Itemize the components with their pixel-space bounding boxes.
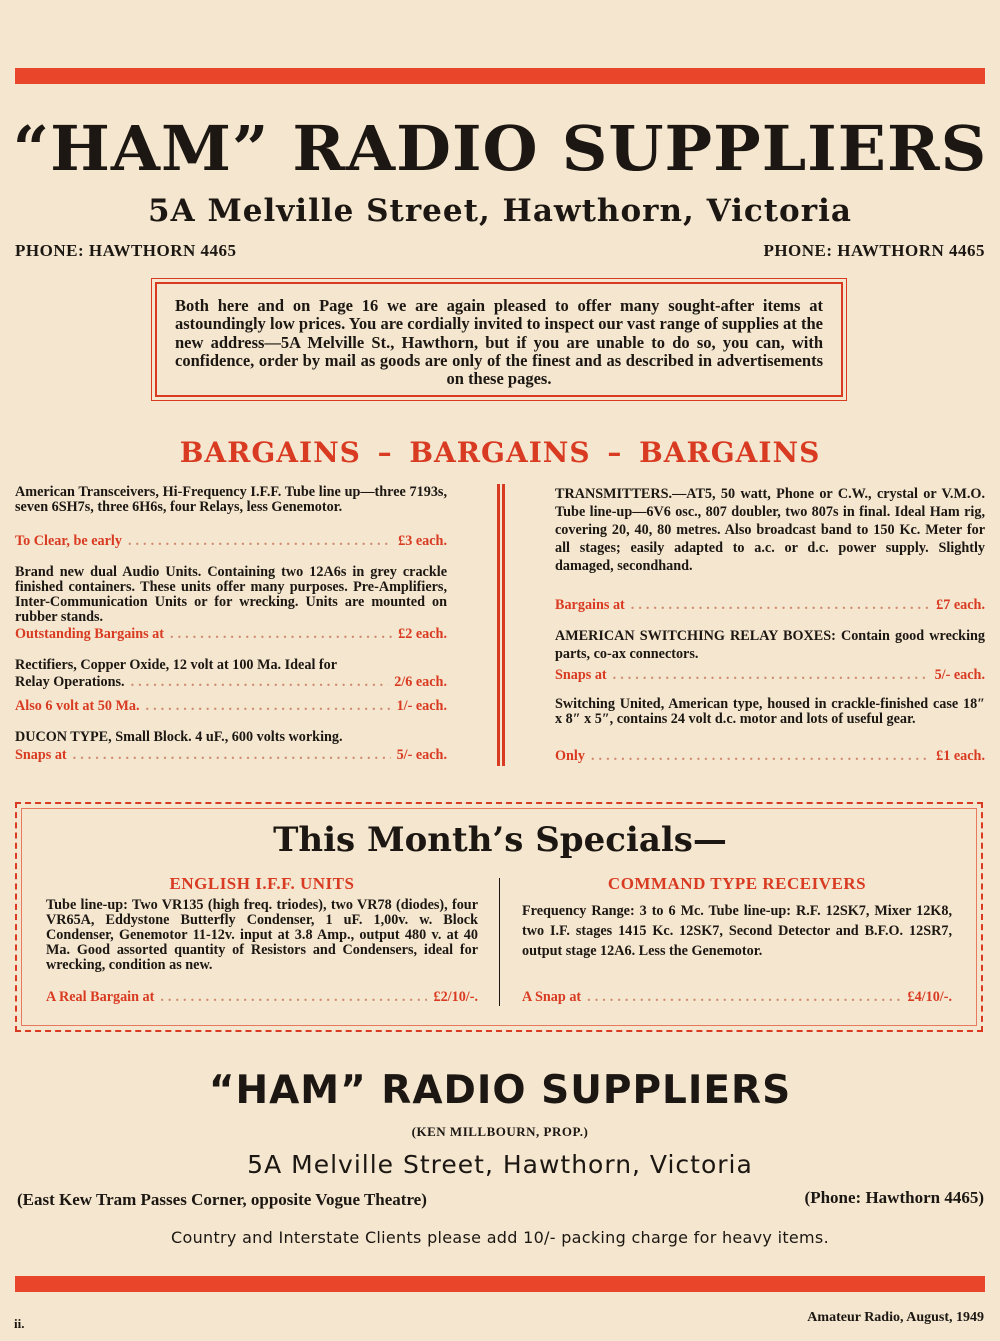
item-transmitters: TRANSMITTERS.—AT5, 50 watt, Phone or C.W., crystal or V.M.O. Tube line-up—6V6 osc., 807 doubler, two 807s in final. Ideal Ham rig, covering 20, 40, 80 metres. Also broadcast band to 150 Kc. Meter for all stages; easily adapted to a.c. or d.c. power supply. Slightly damaged, secondhand. bbox=[555, 486, 985, 574]
leader-dots bbox=[613, 667, 929, 684]
footer-title: “HAM” RADIO SUPPLIERS bbox=[208, 1068, 792, 1113]
top-red-rule bbox=[15, 68, 985, 84]
leader-dots bbox=[631, 597, 930, 614]
price-line bbox=[555, 597, 985, 614]
price-label: Only bbox=[555, 748, 585, 764]
leader-dots bbox=[170, 626, 392, 643]
price-label: A Snap at bbox=[522, 989, 582, 1005]
price-line bbox=[46, 989, 478, 1006]
price-line bbox=[522, 989, 952, 1006]
price-label: Snaps at bbox=[15, 747, 67, 763]
specials-left-text: Tube line-up: Two VR135 (high freq. triodes), two VR78 (diodes), four VR65A, Eddystone Butterfly Condenser, 1 uF. 1,00v. w. Block Condenser, Genemotor 11-12v. input at 3.8 Amp., output 480 v. at 40 Ma. Good assorted quantity of Resistors and Condensers, ideal for wrecking, condition as new. bbox=[46, 897, 478, 973]
intro-text: Both here and on Page 16 we are again pleased to offer many sought-after items at astoundingly low prices. You are cordially invited to inspect our vast range of supplies at the new address—5A Melville St., Hawthorn, but if you are unable to do so, you can, with confidence, order by mail as goods are only of the finest and as described in advertisements on these pages. bbox=[175, 296, 823, 389]
price-value: £2 each. bbox=[398, 626, 447, 642]
item-transceivers: American Transceivers, Hi-Frequency I.F.F. Tube line up—three 7193s, seven 6SH7s, three 6H6s, four Relays, less Genemotor. bbox=[15, 484, 447, 515]
specials-title: This Month’s Specials— bbox=[273, 820, 727, 860]
price-line bbox=[555, 667, 985, 684]
price-line bbox=[15, 674, 447, 691]
price-label: Bargains at bbox=[555, 597, 625, 613]
column-divider bbox=[497, 484, 500, 766]
price-value: £3 each. bbox=[398, 533, 447, 549]
price-label: Snaps at bbox=[555, 667, 607, 683]
leader-dots bbox=[128, 533, 392, 550]
price-label: Outstanding Bargains at bbox=[15, 626, 165, 642]
item-rectifiers: Rectifiers, Copper Oxide, 12 volt at 100 Ma. Ideal for bbox=[15, 657, 338, 673]
price-label: A Real Bargain at bbox=[46, 989, 155, 1005]
footer-phone: (Phone: Hawthorn 4465) bbox=[804, 1188, 984, 1207]
price-value: 5/- each. bbox=[934, 667, 985, 683]
specials-divider bbox=[499, 878, 500, 1006]
column-divider bbox=[502, 484, 505, 766]
price-label: Relay Operations. bbox=[15, 674, 125, 690]
price-value: £1 each. bbox=[936, 748, 985, 764]
price-value: £2/10/-. bbox=[433, 989, 478, 1005]
item-audio-units: Brand new dual Audio Units. Containing two 12A6s in grey crackle finished containers. These units offer many purposes. Pre-Amplifiers, Inter-Communication Units or for wrecking. Units are mounted on rubber stands. bbox=[15, 564, 447, 625]
price-value: 2/6 each. bbox=[394, 674, 447, 690]
phone-right: PHONE: HAWTHORN 4465 bbox=[763, 241, 985, 260]
price-line bbox=[15, 747, 447, 764]
specials-right-heading: COMMAND TYPE RECEIVERS bbox=[607, 874, 867, 893]
page-title: “HAM” RADIO SUPPLIERS bbox=[12, 112, 988, 185]
leader-dots bbox=[131, 674, 389, 691]
journal-line: Amateur Radio, August, 1949 bbox=[807, 1310, 984, 1325]
page-number: ii. bbox=[14, 1316, 25, 1331]
price-line bbox=[15, 626, 447, 643]
price-label: Also 6 volt at 50 Ma. bbox=[15, 698, 140, 714]
price-line bbox=[555, 748, 985, 765]
price-value: £4/10/-. bbox=[907, 989, 952, 1005]
price-label: To Clear, be early bbox=[15, 533, 122, 549]
price-value: £7 each. bbox=[936, 597, 985, 613]
footer-address: 5A Melville Street, Hawthorn, Victoria bbox=[247, 1150, 753, 1179]
phone-left: PHONE: HAWTHORN 4465 bbox=[15, 241, 237, 260]
specials-right-text: Frequency Range: 3 to 6 Mc. Tube line-up: R.F. 12SK7, Mixer 12K8, two I.F. stages 1415 Kc. 12SK7, Second Detector and B.F.O. 12SR7, output stage 12A6. Less the Genemotor. bbox=[522, 903, 952, 959]
price-line bbox=[15, 533, 447, 550]
leader-dots bbox=[160, 989, 427, 1006]
leader-dots bbox=[591, 748, 930, 765]
footer-country-note: Country and Interstate Clients please add 10/- packing charge for heavy items. bbox=[171, 1228, 829, 1247]
intro-box bbox=[155, 282, 843, 397]
price-value: 1/- each. bbox=[396, 698, 447, 714]
price-line bbox=[15, 698, 447, 715]
specials-left-heading: ENGLISH I.F.F. UNITS bbox=[169, 874, 355, 893]
price-value: 5/- each. bbox=[396, 747, 447, 763]
item-ducon: DUCON TYPE, Small Block. 4 uF., 600 volts working. bbox=[15, 729, 343, 745]
bargains-heading: BARGAINS – BARGAINS – BARGAINS bbox=[179, 436, 821, 469]
header-address: 5A Melville Street, Hawthorn, Victoria bbox=[148, 193, 852, 229]
footer-proprietor: (KEN MILLBOURN, PROP.) bbox=[411, 1124, 589, 1139]
footer-tram-note: (East Kew Tram Passes Corner, opposite Vogue Theatre) bbox=[17, 1190, 427, 1209]
bottom-red-rule bbox=[15, 1276, 985, 1292]
item-switching-united: Switching United, American type, housed in crackle-finished case 18″ x 8″ x 5″, contains 24 volt d.c. motor and lots of useful gear. bbox=[555, 696, 985, 727]
leader-dots bbox=[146, 698, 391, 715]
item-relay-boxes: AMERICAN SWITCHING RELAY BOXES: Contain good wrecking parts, co-ax connectors. bbox=[555, 628, 985, 662]
leader-dots bbox=[587, 989, 901, 1006]
leader-dots bbox=[73, 747, 391, 764]
